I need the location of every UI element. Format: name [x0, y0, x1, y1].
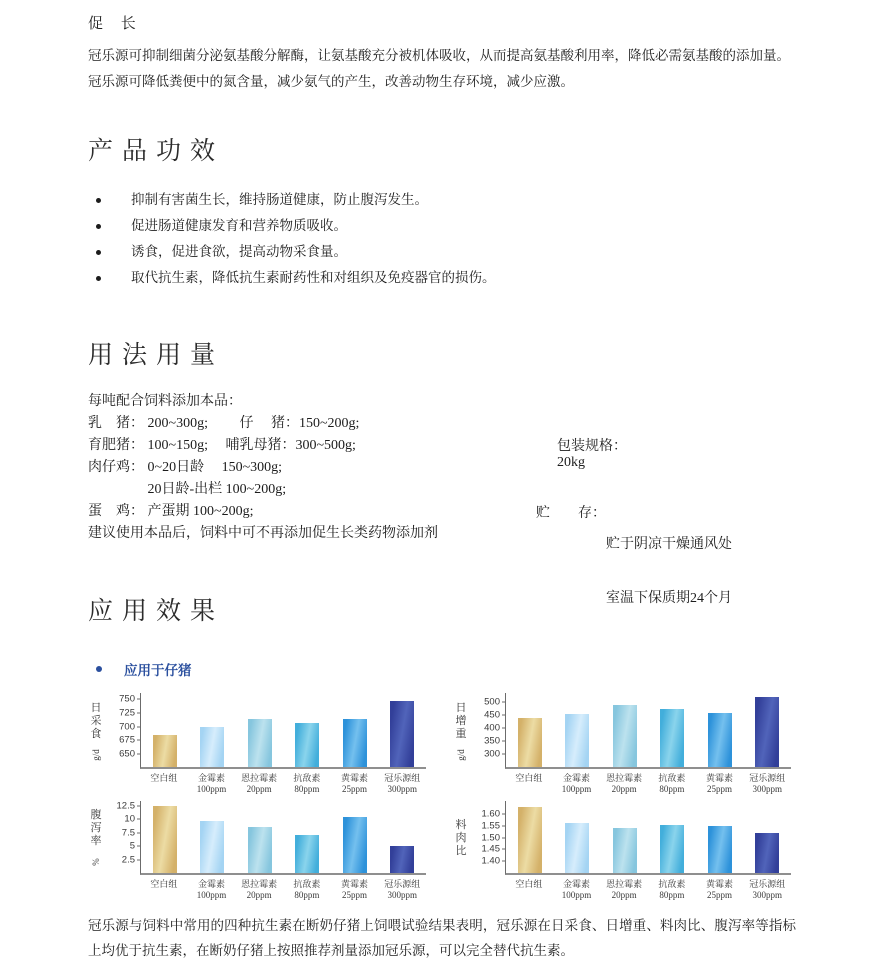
plot-area	[119, 693, 426, 769]
x-category-label: 黄霉素 25ppm	[706, 879, 734, 900]
y-tick	[107, 814, 141, 825]
usage-line-piglet: 乳 猪： 200~300g; 仔 猪：150~200g;	[88, 416, 360, 431]
promote-paragraph-2: 冠乐源可降低粪便中的氮含量，减少氨气的产生，改善动物生存环境，减少应激。	[88, 74, 574, 89]
y-tick	[472, 736, 506, 747]
bar-cell	[141, 801, 189, 873]
bar-抗敌素	[660, 709, 684, 767]
efficacy-bullet-text: 取代抗生素，降低抗生素耐药性和对组织及免疫器官的损伤。	[131, 270, 496, 285]
bar-cell	[744, 801, 792, 873]
bars	[506, 693, 791, 767]
pack-storage-block	[536, 419, 732, 642]
x-category-label: 恩拉霉素 20ppm	[241, 879, 278, 900]
bar-黄霉素	[708, 713, 732, 767]
bar-cell	[649, 801, 697, 873]
x-category-label: 金霉素 100ppm	[196, 773, 227, 794]
bar-cell	[189, 693, 237, 767]
promote-paragraph-1: 冠乐源可抑制细菌分泌氨基酸分解酶，让氨基酸充分被机体吸收，从而提高氨基酸利用率，降低必需氨基酸的添加量。	[88, 48, 790, 63]
x-category-label: 抗敌素 80ppm	[293, 773, 321, 794]
y-tick-label: 300	[484, 748, 500, 760]
y-tick-label: 1.45	[481, 843, 500, 855]
usage-line-broiler-1: 肉仔鸡： 0~20日龄 150~300g;	[88, 460, 283, 475]
y-axis-label	[453, 693, 469, 769]
y-tick-label: 7.5	[121, 827, 135, 839]
x-category-label: 冠乐源组 300ppm	[384, 773, 421, 794]
x-category-label: 抗敌素 80ppm	[293, 879, 321, 900]
y-axis-title: 日 采 食	[90, 702, 102, 740]
y-axis-unit: g/d	[90, 749, 101, 761]
bar-黄霉素	[343, 817, 367, 873]
efficacy-bullet-2	[88, 213, 796, 239]
blue-bullet-dot-icon	[96, 666, 102, 672]
x-axis-labels	[505, 879, 791, 901]
bar-cell	[331, 693, 379, 767]
y-axis-unit: %	[91, 858, 101, 866]
bar-抗敌素	[660, 825, 684, 873]
x-category-label: 恩拉霉素 20ppm	[606, 773, 643, 794]
bar-黄霉素	[708, 826, 732, 873]
y-axis-label	[88, 801, 104, 875]
y-tick	[107, 735, 141, 746]
y-tick-label: 450	[484, 709, 500, 721]
y-axis-label	[88, 693, 104, 769]
x-category-label: 恩拉霉素 20ppm	[606, 879, 643, 900]
bars	[506, 801, 791, 873]
y-axis-label	[453, 801, 469, 875]
bar-cell	[379, 801, 427, 873]
chart-daily-weight-gain	[453, 693, 801, 795]
y-tick-label: 650	[119, 748, 135, 759]
x-category-label: 黄霉素 25ppm	[341, 879, 369, 900]
efficacy-bullet-text: 诱食，促进食欲，提高动物采食量。	[131, 244, 347, 259]
bar-冠乐源组	[390, 701, 414, 767]
x-category-label: 空白组	[150, 773, 178, 783]
y-tick-label: 5	[129, 840, 135, 852]
efficacy-bullet-3	[88, 239, 796, 265]
bars	[141, 801, 426, 873]
x-axis-labels	[505, 773, 791, 795]
x-category-label: 冠乐源组 300ppm	[384, 879, 421, 900]
effect-subtitle-row	[88, 659, 796, 679]
plot-column	[116, 800, 426, 901]
y-tick	[107, 748, 141, 759]
y-tick-label: 700	[119, 721, 135, 732]
y-tick	[472, 844, 506, 855]
y-tick-label: 1.50	[481, 832, 500, 844]
x-category-label: 黄霉素 25ppm	[341, 773, 369, 794]
bar-cell	[601, 801, 649, 873]
y-tick-label: 2.5	[121, 854, 135, 866]
section-title-effect: 应用效果	[88, 598, 225, 625]
x-category-label: 空白组	[150, 879, 178, 889]
usage-line-broiler-2: 20日龄-出栏 100~200g;	[88, 482, 287, 497]
bar-金霉素	[565, 823, 589, 873]
bar-冠乐源组	[755, 833, 779, 873]
y-tick	[472, 856, 506, 867]
bar-抗敌素	[295, 723, 319, 767]
bar-cell	[236, 693, 284, 767]
x-category-label: 冠乐源组 300ppm	[749, 773, 786, 794]
pack-spec-label: 包装规格：	[557, 439, 627, 454]
bar-cell	[744, 693, 792, 767]
y-tick	[472, 832, 506, 843]
section-title-usage: 用法用量	[88, 342, 225, 369]
efficacy-bullet-text: 抑制有害菌生长，维持肠道健康，防止腹泻发生。	[131, 192, 428, 207]
storage-label: 贮 存：	[536, 506, 606, 521]
bar-金霉素	[565, 714, 589, 767]
plot-column	[484, 693, 791, 795]
x-category-label: 恩拉霉素 20ppm	[241, 773, 278, 794]
y-tick-label: 725	[119, 707, 135, 719]
y-tick-label: 1.55	[481, 820, 500, 832]
y-tick-label: 10	[124, 813, 135, 825]
y-tick	[472, 808, 506, 819]
bullet-dot-icon	[96, 198, 101, 203]
storage-value-line2: 室温下保质期24个月	[606, 591, 732, 606]
bullet-dot-icon	[96, 224, 101, 229]
y-axis-unit: g/d	[455, 749, 466, 761]
y-axis-title: 腹 泻 率	[90, 809, 102, 847]
bar-cell	[236, 801, 284, 873]
usage-line-layer: 蛋 鸡： 产蛋期 100~200g;	[88, 504, 254, 519]
bar-恩拉霉素	[613, 705, 637, 767]
bars	[141, 693, 426, 767]
x-category-label: 空白组	[515, 773, 543, 783]
bullet-dot-icon	[96, 276, 101, 281]
bar-空白组	[153, 735, 177, 767]
y-tick-label: 750	[119, 693, 135, 705]
x-category-label: 金霉素 100ppm	[561, 773, 592, 794]
y-tick	[472, 820, 506, 831]
y-tick	[472, 749, 506, 760]
bar-cell	[284, 693, 332, 767]
y-tick	[107, 841, 141, 852]
charts-grid	[88, 693, 796, 901]
x-category-label: 空白组	[515, 879, 543, 889]
y-tick-label: 350	[484, 735, 500, 747]
bar-恩拉霉素	[613, 828, 637, 873]
y-tick-label: 675	[119, 734, 135, 746]
chart-daily-feed-intake	[88, 693, 436, 795]
y-tick-label: 12.5	[116, 800, 135, 812]
y-tick-label: 1.40	[481, 855, 500, 867]
bar-抗敌素	[295, 835, 319, 873]
x-category-label: 抗敌素 80ppm	[658, 879, 686, 900]
y-tick	[107, 708, 141, 719]
y-tick-label: 1.60	[481, 808, 500, 820]
efficacy-bullet-4	[88, 265, 796, 291]
bar-cell	[696, 801, 744, 873]
bar-冠乐源组	[390, 846, 414, 873]
section-title-promote: 促 长	[88, 16, 143, 32]
x-axis-labels	[140, 879, 426, 901]
bar-恩拉霉素	[248, 719, 272, 767]
x-category-label: 抗敌素 80ppm	[658, 773, 686, 794]
plot-area	[116, 800, 426, 875]
y-tick	[107, 694, 141, 705]
bar-cell	[649, 693, 697, 767]
efficacy-bullet-list	[88, 187, 796, 291]
plot-column	[119, 693, 426, 795]
x-category-label: 金霉素 100ppm	[561, 879, 592, 900]
bar-金霉素	[200, 727, 224, 768]
y-axis-title: 料 肉 比	[455, 818, 467, 857]
x-axis-labels	[140, 773, 426, 795]
storage-value-line1: 贮于阴凉干燥通风处	[606, 537, 732, 552]
y-tick	[107, 827, 141, 838]
bar-cell	[601, 693, 649, 767]
usage-block	[88, 391, 796, 606]
chart-diarrhea-rate	[88, 801, 436, 901]
bar-恩拉霉素	[248, 827, 272, 873]
bar-空白组	[518, 807, 542, 873]
efficacy-bullet-1	[88, 187, 796, 213]
y-axis-title: 日 增 重	[455, 702, 467, 740]
bar-cell	[141, 693, 189, 767]
bar-空白组	[518, 718, 542, 767]
efficacy-bullet-text: 促进肠道健康发育和营养物质吸收。	[131, 218, 347, 233]
bar-cell	[506, 801, 554, 873]
bar-cell	[331, 801, 379, 873]
plot-area	[484, 693, 791, 769]
x-category-label: 金霉素 100ppm	[196, 879, 227, 900]
bar-cell	[506, 693, 554, 767]
effect-subtitle: 应用于仔猪	[124, 663, 192, 678]
bar-cell	[696, 693, 744, 767]
x-category-label: 冠乐源组 300ppm	[749, 879, 786, 900]
x-category-label: 黄霉素 25ppm	[706, 773, 734, 794]
y-tick	[107, 800, 141, 811]
usage-line-intro: 每吨配合饲料添加本品：	[88, 394, 242, 409]
storage-values	[606, 502, 732, 642]
usage-line-fattening: 育肥猪： 100~150g; 哺乳母猪：300~500g;	[88, 438, 356, 453]
conclusion-paragraph: 冠乐源与饲料中常用的四种抗生素在断奶仔猪上饲喂试验结果表明，冠乐源在日采食、日增重、料肉比、腹泻率等指标上均优于抗生素，在断奶仔猪上按照推荐剂量添加冠乐源，可以完全替代抗生素。	[88, 918, 796, 958]
pack-spec-value: 20kg	[557, 455, 585, 470]
bar-cell	[554, 801, 602, 873]
bar-金霉素	[200, 821, 224, 873]
plot-column	[481, 801, 791, 901]
y-tick	[107, 854, 141, 865]
bar-cell	[284, 801, 332, 873]
y-tick	[472, 697, 506, 708]
plot-area	[481, 801, 791, 875]
chart-feed-conversion-ratio	[453, 801, 801, 901]
bar-黄霉素	[343, 719, 367, 767]
section-title-efficacy: 产品功效	[88, 138, 225, 165]
storage-row	[536, 502, 732, 642]
bar-空白组	[153, 806, 177, 873]
pack-spec-row	[536, 419, 732, 487]
bar-cell	[554, 693, 602, 767]
y-tick-label: 500	[484, 696, 500, 708]
y-tick	[472, 723, 506, 734]
bar-冠乐源组	[755, 697, 779, 767]
usage-line-advice: 建议使用本品后，饲料中可不再添加促生长类药物添加剂	[88, 526, 438, 541]
bullet-dot-icon	[96, 250, 101, 255]
y-tick-label: 400	[484, 722, 500, 734]
y-tick	[107, 721, 141, 732]
y-tick	[472, 710, 506, 721]
bar-cell	[379, 693, 427, 767]
bar-cell	[189, 801, 237, 873]
